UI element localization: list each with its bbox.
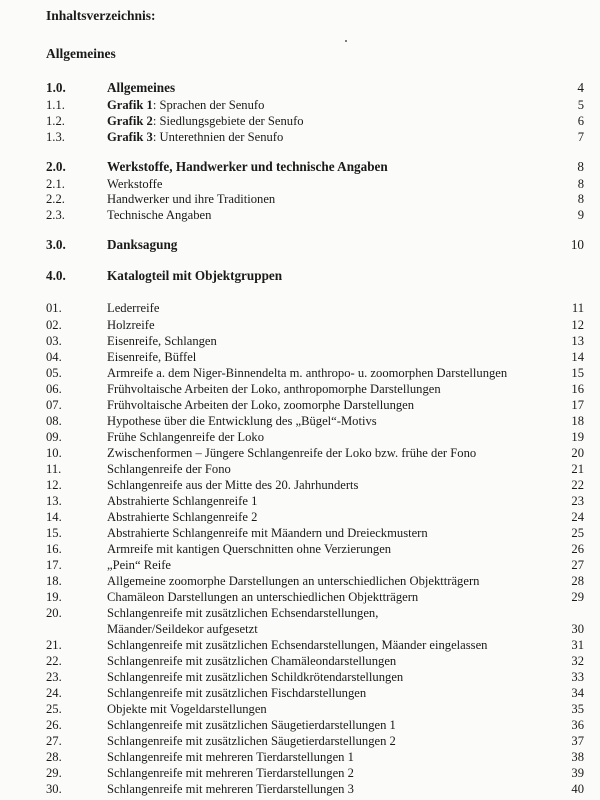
toc-figure-label: Grafik 3 [107, 130, 153, 144]
toc-title: Armreife mit kantigen Querschnitten ohne Verzierungen [107, 542, 392, 556]
toc-title-text: : Sprachen der Senufo [152, 98, 265, 112]
toc-page-number: 40 [571, 782, 584, 796]
toc-row [46, 637, 584, 653]
toc-row [46, 365, 584, 381]
toc-title: Schlangenreife mit zusätzlichen Echsendarstellungen, [107, 606, 379, 620]
toc-title: Zwischenformen – Jüngere Schlangenreife der Loko bzw. frühe der Fono [107, 446, 477, 460]
toc-title: Abstrahierte Schlangenreife 2 [107, 510, 258, 524]
toc-number: 17. [46, 558, 62, 572]
toc-page-number: 29 [571, 590, 584, 604]
scan-speck [345, 40, 347, 42]
toc-number: 28. [46, 750, 62, 764]
toc-section-row [46, 268, 584, 284]
toc-row [46, 300, 584, 316]
toc-title: „Pein“ Reife [107, 558, 171, 572]
toc-number: 04. [46, 350, 62, 364]
toc-row [46, 605, 584, 621]
toc-row [46, 477, 584, 493]
toc-page-number: 26 [571, 542, 584, 556]
toc-row [46, 525, 584, 541]
toc-page-number: 5 [577, 98, 584, 112]
toc-section-row [46, 80, 584, 96]
toc-section-row [46, 159, 584, 175]
toc-title: Schlangenreife mit zusätzlichen Schildkrötendarstellungen [107, 670, 404, 684]
toc-row [46, 573, 584, 589]
toc-page-number: 35 [571, 702, 584, 716]
toc-title-text: : Siedlungsgebiete der Senufo [152, 114, 304, 128]
toc-row [46, 129, 584, 145]
toc-row [46, 621, 584, 637]
toc-number: 4.0. [46, 268, 66, 283]
toc-page-number: 19 [571, 430, 584, 444]
toc-title: Holzreife [107, 318, 155, 332]
toc-number: 23. [46, 670, 62, 684]
section-subtitle: Allgemeines [46, 46, 116, 61]
toc-title: Schlangenreife der Fono [107, 462, 231, 476]
toc-number: 1.3. [46, 130, 65, 144]
toc-number: 30. [46, 782, 62, 796]
toc-number: 24. [46, 686, 62, 700]
toc-row [46, 429, 584, 445]
toc-number: 27. [46, 734, 62, 748]
toc-number: 18. [46, 574, 62, 588]
toc-number: 20. [46, 606, 62, 620]
toc-row [46, 397, 584, 413]
toc-number: 07. [46, 398, 62, 412]
toc-title: Schlangenreife mit zusätzlichen Fischdarstellungen [107, 686, 367, 700]
toc-title: Abstrahierte Schlangenreife mit Mäandern und Dreieckmustern [107, 526, 428, 540]
toc-number: 15. [46, 526, 62, 540]
toc-page-number: 7 [577, 130, 584, 144]
toc-page-number: 30 [571, 622, 584, 636]
toc-title: Armreife a. dem Niger-Binnendelta m. anthropo- u. zoomorphen Darstellungen [107, 366, 508, 380]
toc-title: Eisenreife, Schlangen [107, 334, 217, 348]
toc-number: 06. [46, 382, 62, 396]
toc-number: 1.2. [46, 114, 65, 128]
toc-number: 12. [46, 478, 62, 492]
toc-number: 2.3. [46, 208, 65, 222]
toc-page-number: 6 [577, 114, 584, 128]
toc-number: 2.0. [46, 159, 66, 174]
toc-title: Schlangenreife mit zusätzlichen Echsendarstellungen, Mäander eingelassen [107, 638, 488, 652]
toc-title: Schlangenreife mit mehreren Tierdarstellungen 3 [107, 782, 354, 796]
toc-row [46, 669, 584, 685]
toc-number: 21. [46, 638, 62, 652]
toc-page-number: 31 [571, 638, 584, 652]
toc-title: Schlangenreife mit mehreren Tierdarstellungen 1 [107, 750, 354, 764]
toc-page-number: 38 [571, 750, 584, 764]
toc-row [46, 349, 584, 365]
toc-number: 29. [46, 766, 62, 780]
toc-page-number: 4 [577, 80, 584, 95]
toc-page-number: 16 [571, 382, 584, 396]
toc-page-number: 15 [571, 366, 584, 380]
toc-section-row [46, 237, 584, 253]
toc-row [46, 749, 584, 765]
toc-title: Objekte mit Vogeldarstellungen [107, 702, 267, 716]
toc-row [46, 461, 584, 477]
toc-title [107, 113, 304, 129]
toc-page-number: 21 [571, 462, 584, 476]
toc-number: 3.0. [46, 237, 66, 252]
toc-row [46, 717, 584, 733]
toc-title: Technische Angaben [107, 208, 212, 222]
toc-row [46, 509, 584, 525]
toc-title: Schlangenreife mit mehreren Tierdarstellungen 2 [107, 766, 354, 780]
toc-row [46, 113, 584, 129]
toc-title: Werkstoffe [107, 177, 163, 191]
toc-page-number: 8 [577, 159, 584, 174]
toc-row [46, 413, 584, 429]
toc-page-number: 22 [571, 478, 584, 492]
toc-page-number: 37 [571, 734, 584, 748]
toc-page-number: 17 [571, 398, 584, 412]
toc-title: Lederreife [107, 301, 160, 315]
toc-title: Allgemeines [107, 80, 176, 95]
toc-row [46, 333, 584, 349]
toc-title: Schlangenreife aus der Mitte des 20. Jahrhunderts [107, 478, 359, 492]
toc-page-number: 39 [571, 766, 584, 780]
toc-number: 26. [46, 718, 62, 732]
toc-page-number: 11 [571, 301, 584, 315]
toc-number: 09. [46, 430, 62, 444]
toc-row [46, 97, 584, 113]
toc-row [46, 541, 584, 557]
page-title: Inhaltsverzeichnis: [46, 8, 156, 23]
toc-page-number: 8 [577, 177, 584, 191]
toc-row [46, 765, 584, 781]
toc-row [46, 685, 584, 701]
toc-page-number: 25 [571, 526, 584, 540]
toc-title: Eisenreife, Büffel [107, 350, 197, 364]
toc-title [107, 129, 283, 145]
toc-number: 25. [46, 702, 62, 716]
toc-page-number: 27 [571, 558, 584, 572]
toc-page-number: 9 [577, 208, 584, 222]
toc-number: 10. [46, 446, 62, 460]
toc-number: 22. [46, 654, 62, 668]
toc-row [46, 733, 584, 749]
toc-row [46, 317, 584, 333]
toc-page-number: 36 [571, 718, 584, 732]
toc-number: 2.2. [46, 192, 65, 206]
toc-figure-label: Grafik 2 [107, 114, 153, 128]
toc-title: Katalogteil mit Objektgruppen [107, 268, 283, 283]
toc-title-text: : Unterethnien der Senufo [152, 130, 284, 144]
toc-page-number: 33 [571, 670, 584, 684]
toc-number: 13. [46, 494, 62, 508]
toc-page-number: 18 [571, 414, 584, 428]
toc-row [46, 557, 584, 573]
toc-row [46, 381, 584, 397]
toc-number: 14. [46, 510, 62, 524]
toc-title: Frühe Schlangenreife der Loko [107, 430, 265, 444]
toc-number: 2.1. [46, 177, 65, 191]
toc-title: Werkstoffe, Handwerker und technische Angaben [107, 159, 388, 174]
toc-title: Frühvoltaische Arbeiten der Loko, zoomorphe Darstellungen [107, 398, 415, 412]
toc-row [46, 781, 584, 797]
toc-number: 01. [46, 301, 62, 315]
toc-page-number: 28 [571, 574, 584, 588]
toc-number: 03. [46, 334, 62, 348]
toc-title: Schlangenreife mit zusätzlichen Säugetierdarstellungen 1 [107, 718, 396, 732]
toc-number: 16. [46, 542, 62, 556]
toc-page-number: 8 [577, 192, 584, 206]
toc-page-number: 12 [571, 318, 584, 332]
toc-number: 02. [46, 318, 62, 332]
toc-number: 08. [46, 414, 62, 428]
toc-page-number: 34 [571, 686, 584, 700]
toc-title: Schlangenreife mit zusätzlichen Chamäleondarstellungen [107, 654, 397, 668]
toc-number: 11. [46, 462, 62, 476]
toc-title: Schlangenreife mit zusätzlichen Säugetierdarstellungen 2 [107, 734, 396, 748]
toc-row [46, 207, 584, 223]
toc-page-number: 24 [571, 510, 584, 524]
toc-number: 1.1. [46, 98, 65, 112]
toc-row [46, 191, 584, 207]
toc-title: Mäander/Seildekor aufgesetzt [107, 622, 258, 636]
toc-row [46, 589, 584, 605]
toc-row [46, 445, 584, 461]
toc-page-number: 14 [571, 350, 584, 364]
toc-title: Handwerker und ihre Traditionen [107, 192, 276, 206]
toc-page-number: 20 [571, 446, 584, 460]
toc-row [46, 176, 584, 192]
toc-title: Allgemeine zoomorphe Darstellungen an unterschiedlichen Objektträgern [107, 574, 480, 588]
toc-number: 1.0. [46, 80, 66, 95]
toc-number: 19. [46, 590, 62, 604]
toc-title: Abstrahierte Schlangenreife 1 [107, 494, 258, 508]
toc-title: Chamäleon Darstellungen an unterschiedlichen Objektträgern [107, 590, 419, 604]
toc-title: Danksagung [107, 237, 178, 252]
toc-page-number: 13 [571, 334, 584, 348]
toc-title: Frühvoltaische Arbeiten der Loko, anthropomorphe Darstellungen [107, 382, 441, 396]
toc-number: 05. [46, 366, 62, 380]
toc-row [46, 701, 584, 717]
toc-page-number: 10 [570, 237, 584, 252]
toc-title [107, 97, 264, 113]
toc-row [46, 493, 584, 509]
toc-page-number: 23 [571, 494, 584, 508]
toc-page-number: 32 [571, 654, 584, 668]
toc-title: Hypothese über die Entwicklung des „Bügel“-Motivs [107, 414, 377, 428]
toc-row [46, 653, 584, 669]
toc-figure-label: Grafik 1 [107, 98, 153, 112]
